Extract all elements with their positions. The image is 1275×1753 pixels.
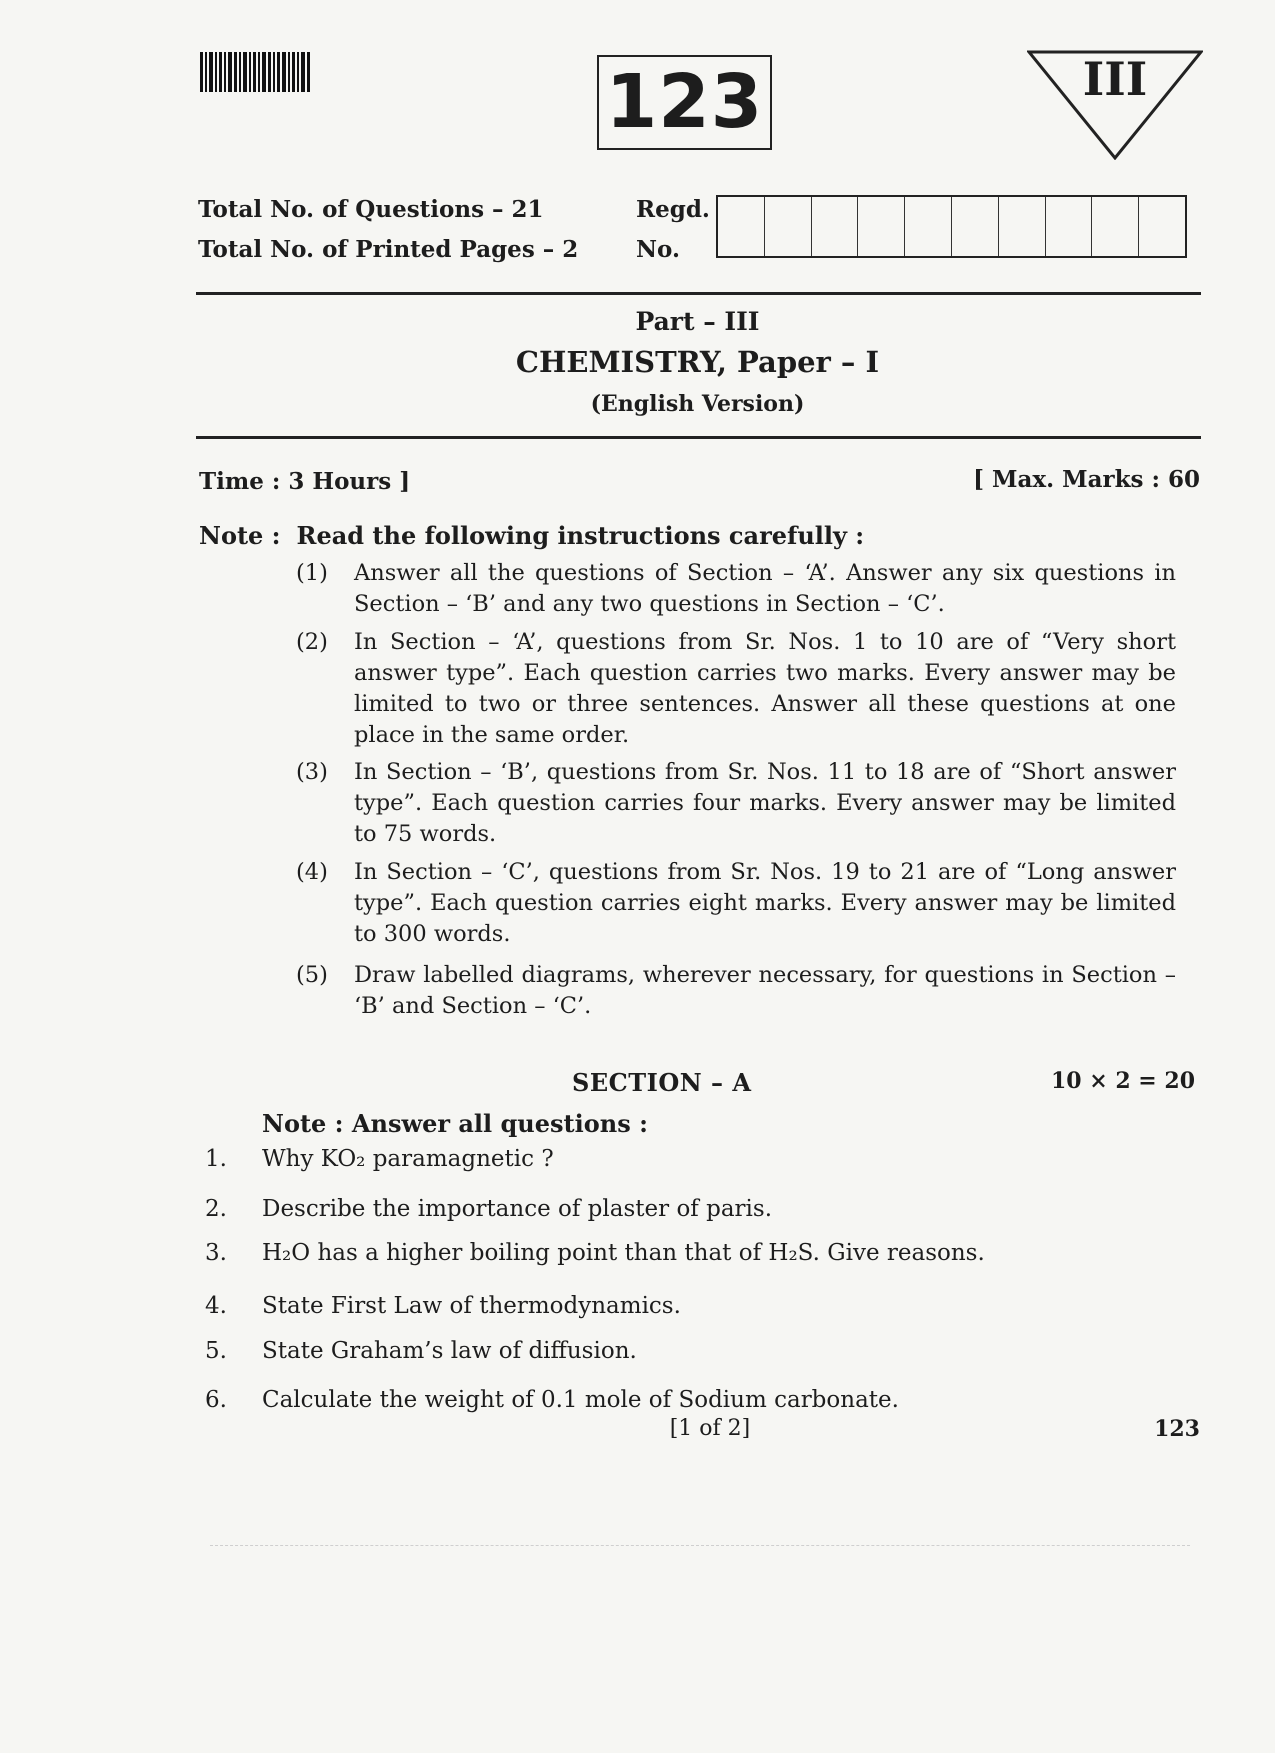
- instruction-item: [296, 757, 1176, 850]
- question-number: 2.: [205, 1196, 227, 1222]
- total-questions: Total No. of Questions – 21: [198, 196, 544, 223]
- header-divider-bottom: [196, 436, 1201, 439]
- question-number: 3.: [205, 1240, 227, 1266]
- regd-digit-box[interactable]: [999, 197, 1046, 256]
- note-heading-text: Read the following instructions carefully :: [296, 521, 865, 550]
- instruction-text: Answer all the questions of Section – ‘A’. Answer any six questions in Section – ‘B’ and any two questions in Section – ‘C’.: [354, 560, 1176, 617]
- regd-digit-box[interactable]: [812, 197, 859, 256]
- regd-digit-box[interactable]: [1092, 197, 1139, 256]
- instruction-text: In Section – ‘A’, questions from Sr. Nos. 1 to 10 are of “Very short answer type”. Each question carries two marks. Every answer may be limited to two or three sentences. Answer all these questions at one place in the same order.: [354, 629, 1176, 748]
- instructions-heading: [199, 521, 864, 550]
- instruction-item: [296, 627, 1176, 751]
- regd-label: Regd.: [636, 196, 710, 223]
- question-number: 4.: [205, 1293, 227, 1319]
- bleed-through-line: [210, 1545, 1190, 1546]
- part-badge-label: III: [1082, 52, 1148, 106]
- instruction-item: [296, 558, 1176, 620]
- question-item: [205, 1146, 1185, 1172]
- question-text: State First Law of thermodynamics.: [262, 1293, 681, 1319]
- total-pages: Total No. of Printed Pages – 2: [198, 236, 579, 263]
- instruction-text: In Section – ‘C’, questions from Sr. Nos. 19 to 21 are of “Long answer type”. Each question carries eight marks. Every answer may be limited to 300 words.: [354, 859, 1176, 947]
- question-item: [205, 1240, 1185, 1266]
- instruction-item: [296, 960, 1176, 1022]
- version-label: (English Version): [590, 391, 805, 417]
- regd-no-label: No.: [636, 236, 680, 263]
- instruction-number: (3): [296, 759, 328, 785]
- time-label: Time : 3 Hours ]: [199, 468, 411, 495]
- question-text: H₂O has a higher boiling point than that of H₂S. Give reasons.: [262, 1240, 985, 1266]
- question-item: [205, 1293, 1185, 1319]
- question-text: Calculate the weight of 0.1 mole of Sodium carbonate.: [262, 1387, 899, 1413]
- barcode: [200, 52, 310, 92]
- question-number: 6.: [205, 1387, 227, 1413]
- section-a-note: Note : Answer all questions :: [262, 1109, 648, 1138]
- page-indicator: [1 of 2]: [669, 1416, 751, 1441]
- question-text: Describe the importance of plaster of paris.: [262, 1196, 773, 1222]
- paper-code-box: 123: [597, 55, 772, 150]
- max-marks-label: [ Max. Marks : 60: [973, 466, 1200, 493]
- question-number: 5.: [205, 1338, 227, 1364]
- question-text: State Graham’s law of diffusion.: [262, 1338, 637, 1364]
- section-a-title: SECTION – A: [572, 1068, 752, 1097]
- instruction-number: (4): [296, 859, 328, 885]
- regd-digit-box[interactable]: [1139, 197, 1185, 256]
- question-number: 1.: [205, 1146, 227, 1172]
- instruction-number: (2): [296, 629, 328, 655]
- question-text: Why KO₂ paramagnetic ?: [262, 1146, 554, 1172]
- subject-title: CHEMISTRY, Paper – I: [515, 345, 880, 379]
- section-a-marks: 10 × 2 = 20: [1050, 1068, 1195, 1094]
- note-label: Note :: [199, 521, 281, 550]
- question-item: [205, 1338, 1185, 1364]
- instruction-number: (1): [296, 560, 328, 586]
- instruction-text: Draw labelled diagrams, wherever necessary, for questions in Section – ‘B’ and Section – ‘C’.: [354, 962, 1176, 1019]
- instruction-item: [296, 857, 1176, 950]
- regd-digit-box[interactable]: [765, 197, 812, 256]
- header-divider-top: [196, 292, 1201, 295]
- question-item: [205, 1387, 1185, 1413]
- part-title: Part – III: [635, 307, 760, 336]
- regd-digit-box[interactable]: [858, 197, 905, 256]
- regd-digit-box[interactable]: [952, 197, 999, 256]
- regd-digit-box[interactable]: [1046, 197, 1093, 256]
- instruction-text: In Section – ‘B’, questions from Sr. Nos. 11 to 18 are of “Short answer type”. Each question carries four marks. Every answer may be limited to 75 words.: [354, 759, 1176, 847]
- instruction-number: (5): [296, 962, 328, 988]
- question-item: [205, 1196, 1185, 1222]
- regd-digit-box[interactable]: [718, 197, 765, 256]
- footer-paper-code: 123: [1154, 1416, 1200, 1442]
- regd-digit-box[interactable]: [905, 197, 952, 256]
- registration-number-boxes[interactable]: [716, 195, 1187, 258]
